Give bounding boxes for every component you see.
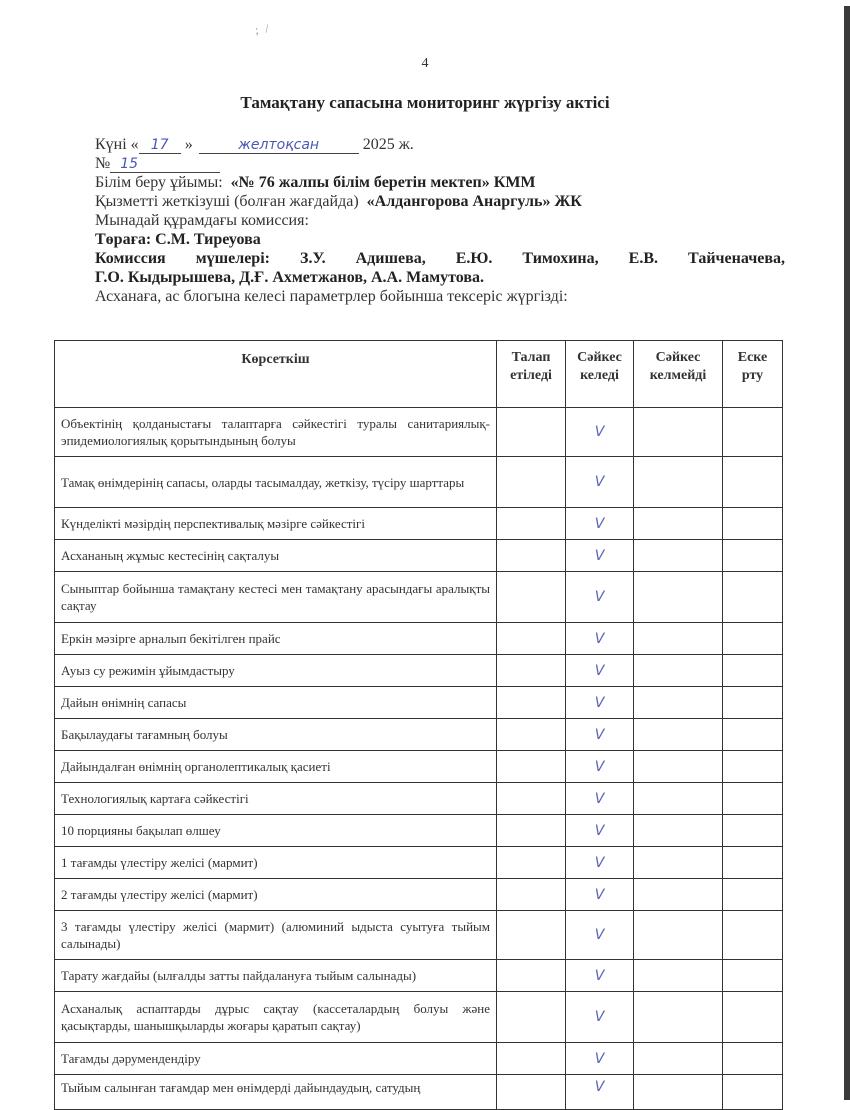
noncompliant-cell[interactable] [634, 992, 723, 1043]
required-cell[interactable] [497, 1043, 566, 1075]
indicator-cell: Ауыз су режимін ұйымдастыру [55, 655, 497, 687]
noncompliant-cell[interactable] [634, 879, 723, 911]
compliant-check-cell[interactable]: V [566, 719, 634, 751]
indicator-cell: Бақылаудағы тағамның болуы [55, 719, 497, 751]
scan-edge-bar [844, 6, 850, 1100]
date-mid: » [184, 136, 193, 153]
org-label: Білім беру ұйымы: [95, 174, 223, 191]
indicator-cell: Асхананың жұмыс кестесінің сақталуы [55, 540, 497, 572]
compliant-check-cell[interactable]: V [566, 783, 634, 815]
supplier-label: Қызметті жеткізуші (болған жағдайда) [95, 193, 359, 210]
required-cell[interactable] [497, 751, 566, 783]
table-row [55, 783, 783, 815]
indicator-cell: Тамақ өнімдерінің сапасы, оларды тасымалдау, жеткізу, түсіру шарттары [55, 457, 497, 508]
noncompliant-cell[interactable] [634, 1075, 723, 1110]
indicator-cell: 10 порцияны бақылап өлшеу [55, 815, 497, 847]
required-cell[interactable] [497, 540, 566, 572]
table-row [55, 992, 783, 1043]
indicator-cell: Дайындалған өнімнің органолептикалық қасиеті [55, 751, 497, 783]
noncompliant-cell[interactable] [634, 911, 723, 960]
required-cell[interactable] [497, 783, 566, 815]
note-cell[interactable] [723, 815, 783, 847]
note-cell[interactable] [723, 508, 783, 540]
compliant-check-cell[interactable]: V [566, 911, 634, 960]
number-label: № [95, 155, 111, 172]
table-row [55, 719, 783, 751]
required-cell[interactable] [497, 687, 566, 719]
required-cell[interactable] [497, 572, 566, 623]
supplier-value: «Алдангорова Анаргуль» ЖК [366, 193, 582, 210]
indicator-cell: 3 тағамды үлестіру желісі (мармит) (алюминий ыдыста суытуға тыйым салынады) [55, 911, 497, 960]
inspection-text: Асханаға, ас блогына келесі параметрлер бойынша тексеріс жүргізді: [95, 288, 568, 305]
note-cell[interactable] [723, 1043, 783, 1075]
required-cell[interactable] [497, 623, 566, 655]
noncompliant-cell[interactable] [634, 508, 723, 540]
indicator-cell: Тыйым салынған тағамдар мен өнімдерді дайындаудың, сатудың [55, 1075, 497, 1110]
indicator-cell: Күнделікті мәзірдің перспективалық мәзірге сәйкестігі [55, 508, 497, 540]
compliant-check-cell[interactable]: V [566, 572, 634, 623]
column-header-noncompliant: Сәйкес келмейді [634, 341, 723, 408]
required-cell[interactable] [497, 1075, 566, 1110]
noncompliant-cell[interactable] [634, 783, 723, 815]
commission-members-line2: Г.О. Кыдырышева, Д.Ғ. Ахметжанов, А.А. Мамутова. [95, 269, 484, 286]
compliant-check-cell[interactable]: V [566, 879, 634, 911]
commission-intro: Мынадай құрамдағы комиссия: [95, 212, 309, 229]
compliant-check-cell[interactable]: V [566, 408, 634, 457]
table-row [55, 751, 783, 783]
compliant-check-cell[interactable]: V [566, 815, 634, 847]
note-cell[interactable] [723, 1075, 783, 1110]
required-cell[interactable] [497, 815, 566, 847]
required-cell[interactable] [497, 508, 566, 540]
required-cell[interactable] [497, 992, 566, 1043]
required-cell[interactable] [497, 655, 566, 687]
noncompliant-cell[interactable] [634, 960, 723, 992]
table-row [55, 911, 783, 960]
note-cell[interactable] [723, 540, 783, 572]
compliant-check-cell[interactable]: V [566, 540, 634, 572]
noncompliant-cell[interactable] [634, 687, 723, 719]
indicator-cell: Сыныптар бойынша тамақтану кестесі мен тамақтану арасындағы аралықты сақтау [55, 572, 497, 623]
table-row [55, 687, 783, 719]
noncompliant-cell[interactable] [634, 719, 723, 751]
table-row [55, 960, 783, 992]
indicator-cell: Еркін мәзірге арналып бекітілген прайс [55, 623, 497, 655]
number-line [95, 154, 785, 173]
noncompliant-cell[interactable] [634, 751, 723, 783]
table-row [55, 457, 783, 508]
note-cell[interactable] [723, 992, 783, 1043]
commission-members-line1: Комиссия мүшелері: З.У. Адишева, Е.Ю. Тимохина, Е.В. Тайченачева, [95, 250, 785, 267]
table-row [55, 1075, 783, 1110]
table-row [55, 1043, 783, 1075]
scan-mark: ; / [254, 20, 272, 38]
note-cell[interactable] [723, 960, 783, 992]
date-line [95, 135, 785, 154]
column-header-compliant: Сәйкес келеді [566, 341, 634, 408]
compliant-check-cell[interactable]: V [566, 655, 634, 687]
monitoring-table [54, 340, 783, 1110]
compliant-check-cell[interactable]: V [566, 960, 634, 992]
supplier-line [95, 192, 785, 211]
required-cell[interactable] [497, 960, 566, 992]
indicator-cell: Тарату жағдайы (ылғалды затты пайдалануға тыйым салынады) [55, 960, 497, 992]
date-suffix: 2025 ж. [362, 136, 414, 153]
table-row [55, 572, 783, 623]
table-header-row [55, 341, 783, 408]
page-number: 4 [421, 56, 429, 71]
note-cell[interactable] [723, 457, 783, 508]
number-field[interactable]: 15 [110, 157, 220, 173]
noncompliant-cell[interactable] [634, 408, 723, 457]
noncompliant-cell[interactable] [634, 540, 723, 572]
org-value: «№ 76 жалпы білім беретін мектеп» КММ [230, 174, 536, 191]
table-row [55, 623, 783, 655]
note-cell[interactable] [723, 847, 783, 879]
indicator-cell: Технологиялық картаға сәйкестігі [55, 783, 497, 815]
noncompliant-cell[interactable] [634, 815, 723, 847]
note-cell[interactable] [723, 623, 783, 655]
noncompliant-cell[interactable] [634, 655, 723, 687]
note-cell[interactable] [723, 911, 783, 960]
table-row [55, 408, 783, 457]
note-cell[interactable] [723, 655, 783, 687]
compliant-check-cell[interactable]: V [566, 457, 634, 508]
note-cell[interactable] [723, 783, 783, 815]
column-header-required: Талап етіледі [497, 341, 566, 408]
column-header-indicator: Көрсеткіш [55, 341, 497, 408]
required-cell[interactable] [497, 879, 566, 911]
required-cell[interactable] [497, 847, 566, 879]
compliant-check-cell[interactable]: V [566, 623, 634, 655]
note-cell[interactable] [723, 687, 783, 719]
note-cell[interactable] [723, 719, 783, 751]
indicator-cell: 1 тағамды үлестіру желісі (мармит) [55, 847, 497, 879]
date-prefix: Күні « [95, 136, 139, 153]
document-title: Тамақтану сапасына мониторинг жүргізу актісі [240, 93, 610, 112]
compliant-check-cell[interactable]: V [566, 751, 634, 783]
compliant-check-cell[interactable]: V [566, 1043, 634, 1075]
indicator-cell: Асханалық аспаптарды дұрыс сақтау (кассеталардың болуы және қасықтарды, шанышқыларды жоғары қаратып сақтау) [55, 992, 497, 1043]
required-cell[interactable] [497, 911, 566, 960]
noncompliant-cell[interactable] [634, 623, 723, 655]
noncompliant-cell[interactable] [634, 457, 723, 508]
indicator-cell: 2 тағамды үлестіру желісі (мармит) [55, 879, 497, 911]
table-row [55, 879, 783, 911]
column-header-note: Еске рту [723, 341, 783, 408]
required-cell[interactable] [497, 457, 566, 508]
required-cell[interactable] [497, 719, 566, 751]
org-line [95, 173, 785, 192]
compliant-check-cell[interactable]: V [566, 1075, 634, 1110]
table-row [55, 847, 783, 879]
note-cell[interactable] [723, 879, 783, 911]
compliant-check-cell[interactable]: V [566, 992, 634, 1043]
table-row [55, 655, 783, 687]
indicator-cell: Тағамды дәрумендендіру [55, 1043, 497, 1075]
date-month-field[interactable]: желтоқсан [199, 138, 359, 154]
header-info [95, 135, 785, 306]
noncompliant-cell[interactable] [634, 1043, 723, 1075]
indicator-cell: Объектінің қолданыстағы талаптарға сәйкестігі туралы санитариялық-эпидемиологиялық қорытындының болуы [55, 408, 497, 457]
commission-chair: Төраға: С.М. Тиреуова [95, 231, 261, 248]
compliant-check-cell[interactable]: V [566, 687, 634, 719]
date-day-field[interactable]: 17 [139, 138, 181, 154]
note-cell[interactable] [723, 572, 783, 623]
indicator-cell: Дайын өнімнің сапасы [55, 687, 497, 719]
table-row [55, 815, 783, 847]
noncompliant-cell[interactable] [634, 847, 723, 879]
compliant-check-cell[interactable]: V [566, 508, 634, 540]
table-row [55, 508, 783, 540]
noncompliant-cell[interactable] [634, 572, 723, 623]
table-body [55, 408, 783, 1110]
table-row [55, 540, 783, 572]
required-cell[interactable] [497, 408, 566, 457]
compliant-check-cell[interactable]: V [566, 847, 634, 879]
note-cell[interactable] [723, 751, 783, 783]
note-cell[interactable] [723, 408, 783, 457]
